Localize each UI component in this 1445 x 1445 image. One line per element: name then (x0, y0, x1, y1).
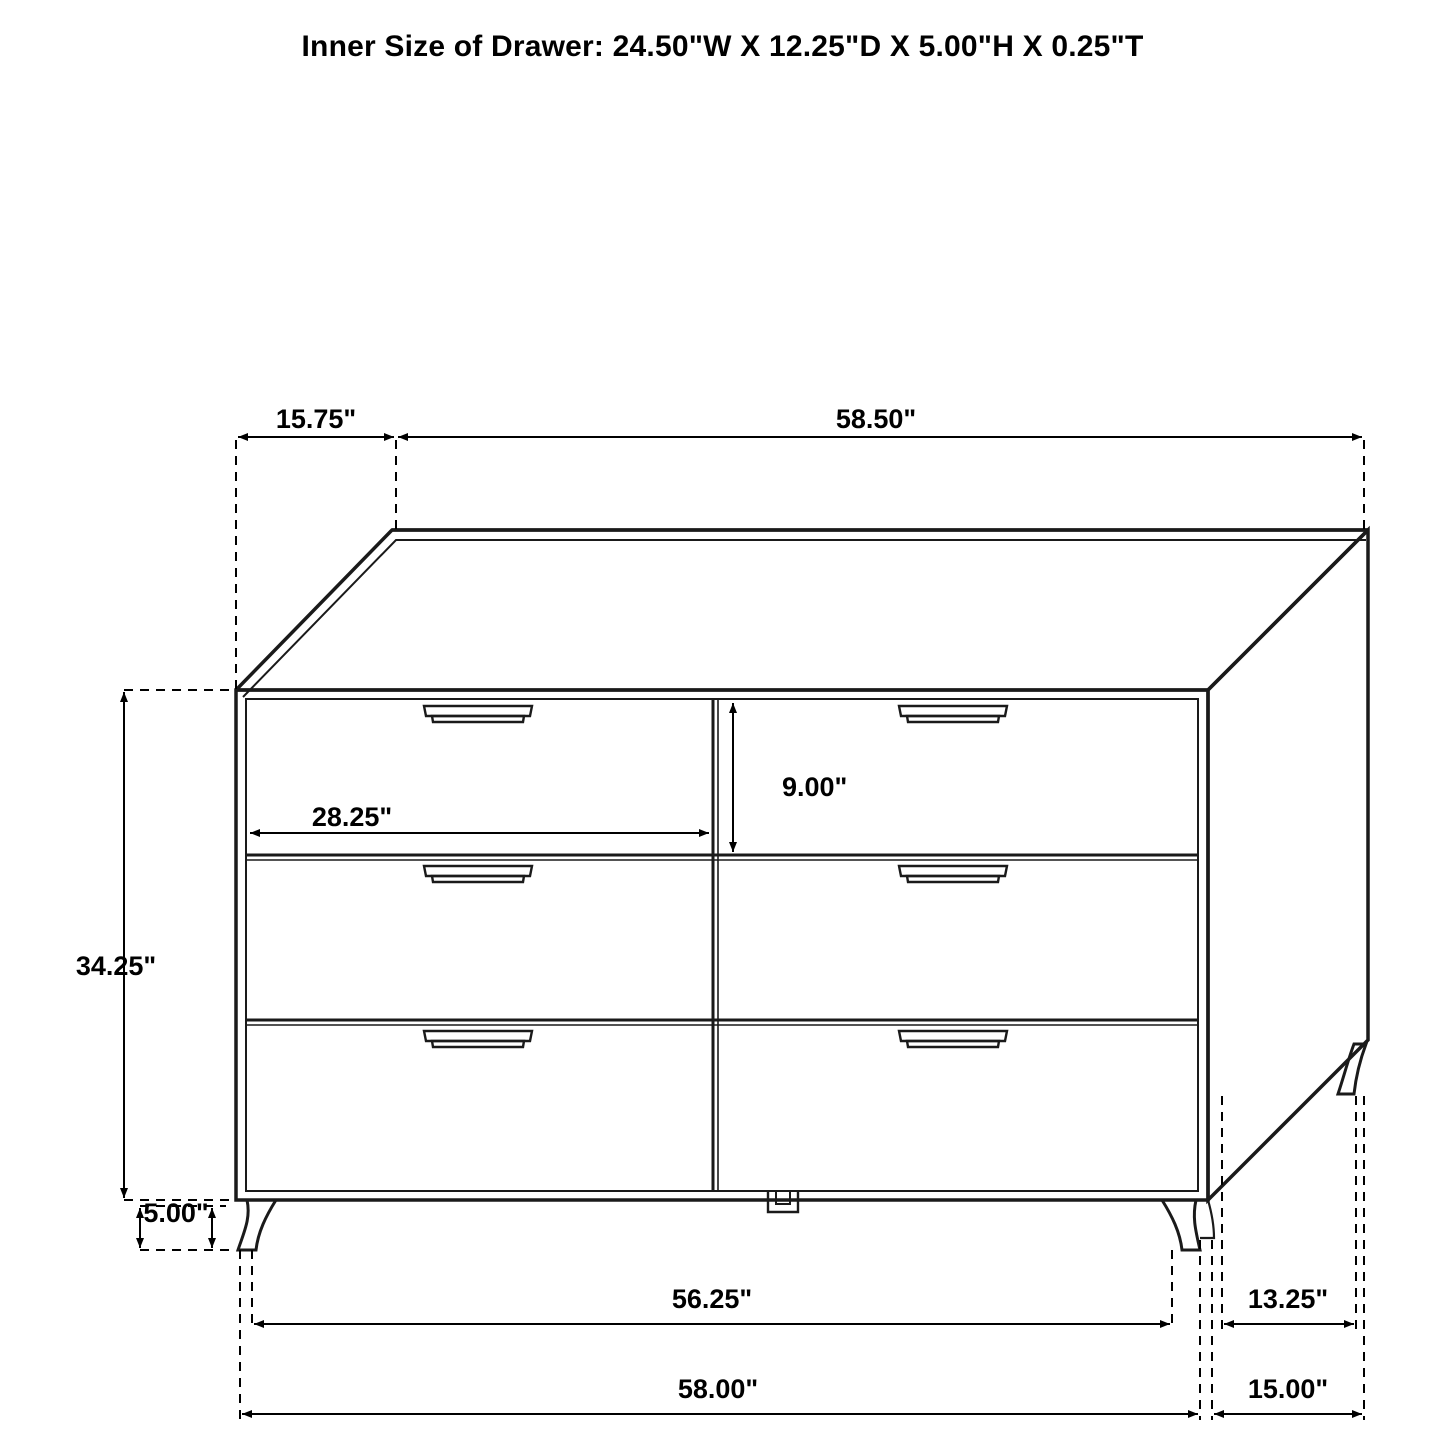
dimension-overall-depth (1212, 1096, 1364, 1420)
dim-leg-span-front-label: 56.25" (671, 1284, 753, 1314)
dim-drawer-width-label: 28.25" (311, 802, 393, 832)
cabinet-outline (236, 530, 1368, 1200)
dim-leg-span-side-label: 13.25" (1247, 1284, 1329, 1314)
dim-depth-top-label: 15.75" (275, 404, 357, 434)
drawer-handles (424, 706, 1007, 1047)
dim-leg-height-label: 5.00" (143, 1198, 209, 1228)
dim-overall-width-label: 58.00" (677, 1374, 759, 1404)
dim-drawer-height-label: 9.00" (782, 772, 848, 802)
dim-overall-depth-label: 15.00" (1247, 1374, 1329, 1404)
drawer-grid (246, 699, 1198, 1191)
legs (238, 1044, 1366, 1250)
dimension-width-top (398, 437, 1364, 532)
dim-width-top-label: 58.50" (835, 404, 917, 434)
dim-case-height-label: 34.25" (75, 951, 157, 981)
dimension-case-height (124, 690, 234, 1200)
page-title: Inner Size of Drawer: 24.50"W X 12.25"D X 5.00"H X 0.25"T (301, 30, 1144, 63)
